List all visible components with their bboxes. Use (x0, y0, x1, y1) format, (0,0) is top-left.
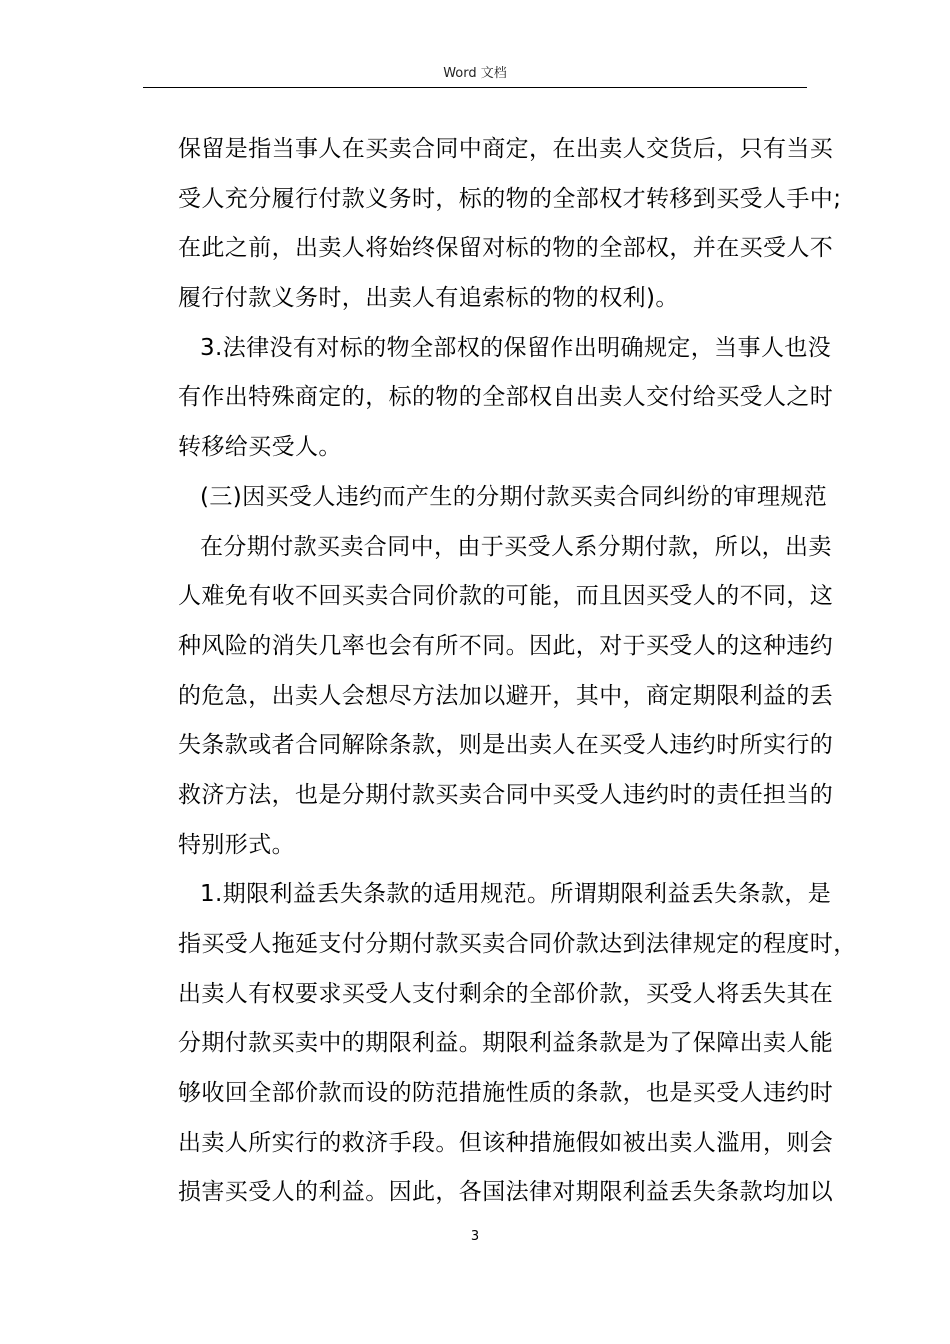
page-number: 3 (470, 1229, 480, 1244)
text-line: 有作出特殊商定的，标的物的全部权自出卖人交付给买受人之时 (178, 384, 834, 411)
text-line: 出卖人有权要求买受人支付剩余的全部价款，买受人将丢失其在 (178, 980, 834, 1007)
text-line: 在此之前，出卖人将始终保留对标的物的全部权，并在买受人不 (178, 235, 834, 262)
header-divider (143, 87, 807, 88)
text-line: 履行付款义务时，出卖人有追索标的物的权利)。 (178, 285, 679, 312)
text-line: 救济方法，也是分期付款买卖合同中买受人违约时的责任担当的 (178, 781, 834, 808)
text-line: 损害买受人的利益。因此，各国法律对期限利益丢失条款均加以 (178, 1179, 834, 1206)
text-line: 指买受人拖延支付分期付款买卖合同价款达到法律规定的程度时， (178, 931, 857, 957)
text-line: 分期付款买卖中的期限利益。期限利益条款是为了保障出卖人能 (178, 1030, 834, 1057)
text-line: 1.期限利益丢失条款的适用规范。所谓期限利益丢失条款，是 (200, 881, 832, 908)
text-line: 的危急，出卖人会想尽方法加以避开，其中，商定期限利益的丢 (178, 682, 834, 709)
text-line: 3.法律没有对标的物全部权的保留作出明确规定，当事人也没 (200, 334, 832, 361)
text-line: 出卖人所实行的救济手段。但该种措施假如被出卖人滥用，则会 (178, 1129, 834, 1156)
text-line: 够收回全部价款而设的防范措施性质的条款，也是买受人违约时 (178, 1080, 834, 1107)
document-body (178, 125, 857, 1218)
page-header: Word 文档 (443, 66, 507, 81)
text-line: 保留是指当事人在买卖合同中商定，在出卖人交货后，只有当买 (178, 136, 834, 162)
section-heading: (三)因买受人违约而产生的分期付款买卖合同纠纷的审理规范 (200, 483, 828, 510)
text-line: 受人充分履行付款义务时，标的物的全部权才转移到买受人手中; (178, 185, 842, 212)
text-line: 转移给买受人。 (178, 434, 342, 461)
text-line: 特别形式。 (178, 831, 295, 858)
text-line: 失条款或者合同解除条款，则是出卖人在买受人违约时所实行的 (178, 732, 834, 759)
text-line: 人难免有收不回买卖合同价款的可能，而且因买受人的不同，这 (178, 583, 834, 610)
text-line: 种风险的消失几率也会有所不同。因此，对于买受人的这种违约 (178, 632, 834, 659)
text-line: 在分期付款买卖合同中，由于买受人系分期付款，所以，出卖 (200, 533, 832, 560)
